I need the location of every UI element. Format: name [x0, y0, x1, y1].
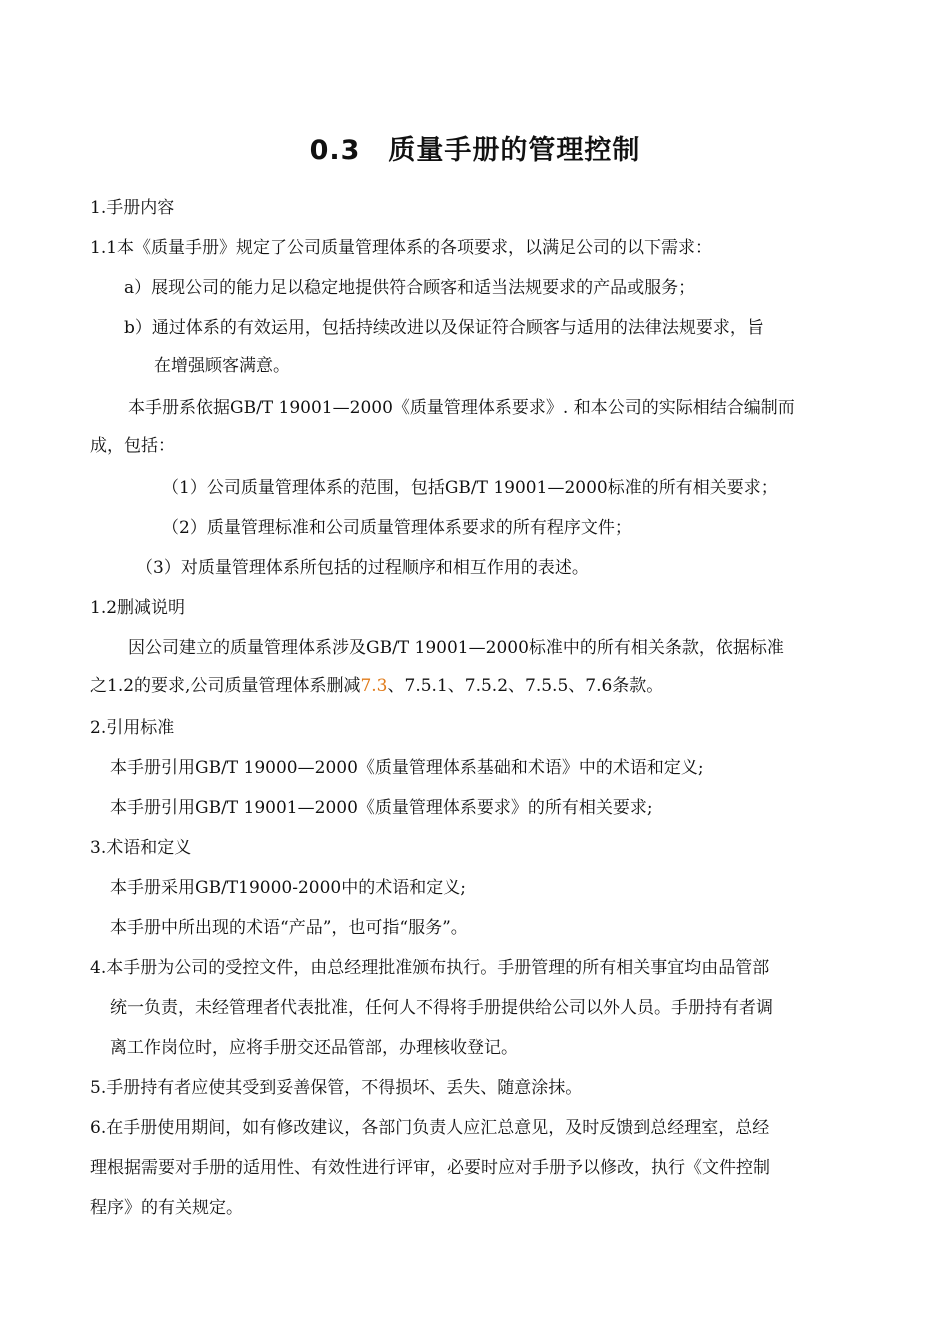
section-6-line-2: 理根据需要对手册的适用性、有效性进行评审，必要时应对手册予以修改，执行《文件控制 [90, 1158, 770, 1178]
paragraph-basis: 本手册系依据GB/T 19001—2000《质量管理体系要求》. 和本公司的实际相结合编制而 [128, 398, 795, 418]
deletion-text-start: 之1.2的要求,公司质量管理体系删减 [90, 676, 361, 696]
terms-1: 本手册采用GB/T19000-2000中的术语和定义; [110, 878, 466, 898]
section-2-heading: 2.引用标准 [90, 718, 175, 738]
section-5: 5.手册持有者应使其受到妥善保管，不得损坏、丢失、随意涂抹。 [90, 1078, 583, 1098]
list-item-1: （1）公司质量管理体系的范围，包括GB/T 19001—2000标准的所有相关要求； [162, 478, 778, 498]
list-item-b-continued: 在增强顾客满意。 [154, 356, 290, 376]
list-item-3: （3）对质量管理体系所包括的过程顺序和相互作用的表述。 [136, 558, 589, 578]
paragraph-basis-continued: 成，包括： [90, 436, 175, 456]
list-item-2: （2）质量管理标准和公司质量管理体系要求的所有程序文件； [162, 518, 632, 538]
section-1-2-heading: 1.2删减说明 [90, 598, 186, 618]
section-1-heading: 1.手册内容 [90, 198, 175, 218]
deletion-text-end: 、7.5.1、7.5.2、7.5.5、7.6条款。 [387, 676, 664, 696]
page-title: 0.3 质量手册的管理控制 [309, 135, 641, 166]
paragraph-deletion-continued [90, 674, 663, 698]
terms-2: 本手册中所出现的术语“产品”，也可指“服务”。 [110, 918, 468, 938]
list-item-a: a）展现公司的能力足以稳定地提供符合顾客和适当法规要求的产品或服务； [124, 278, 696, 298]
reference-1: 本手册引用GB/T 19000—2000《质量管理体系基础和术语》中的术语和定义; [110, 758, 704, 778]
section-4-line-1: 4.本手册为公司的受控文件，由总经理批准颁布执行。手册管理的所有相关事宜均由品管部 [90, 958, 770, 978]
paragraph-deletion: 因公司建立的质量管理体系涉及GB/T 19001—2000标准中的所有相关条款，依据标准 [128, 638, 784, 658]
list-item-b: b）通过体系的有效运用，包括持续改进以及保证符合顾客与适用的法律法规要求，旨 [124, 318, 764, 338]
section-6-line-3: 程序》的有关规定。 [90, 1198, 243, 1218]
section-4-line-3: 离工作岗位时，应将手册交还品管部，办理核收登记。 [110, 1038, 518, 1058]
section-3-heading: 3.术语和定义 [90, 838, 192, 858]
paragraph-1-1: 1.1本《质量手册》规定了公司质量管理体系的各项要求，以满足公司的以下需求： [90, 238, 713, 258]
highlighted-clause: 7.3 [360, 676, 388, 696]
reference-2: 本手册引用GB/T 19001—2000《质量管理体系要求》的所有相关要求; [110, 798, 653, 818]
section-6-line-1: 6.在手册使用期间，如有修改建议，各部门负责人应汇总意见，及时反馈到总经理室，总经 [90, 1118, 770, 1138]
section-4-line-2: 统一负责，未经管理者代表批准，任何人不得将手册提供给公司以外人员。手册持有者调 [110, 998, 773, 1018]
